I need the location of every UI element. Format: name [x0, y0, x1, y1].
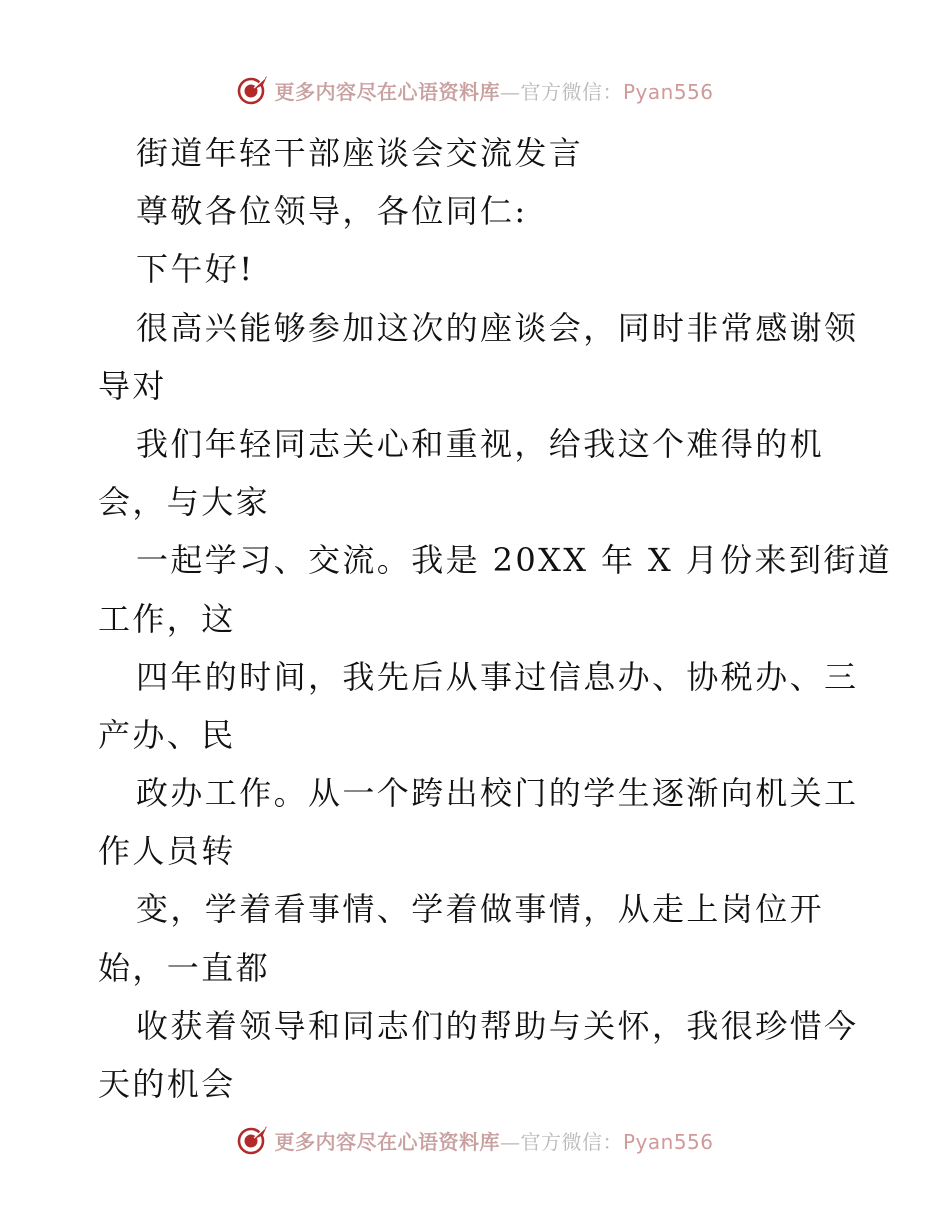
quill-pen-logo-icon	[236, 73, 270, 107]
text-line: 工作，这	[98, 599, 236, 638]
text-line: 作人员转	[98, 832, 236, 871]
document-body	[98, 124, 893, 1113]
text-line: 变，学着看事情、学着做事情，从走上岗位开	[136, 890, 825, 929]
footer-watermark	[0, 1120, 950, 1160]
header-watermark	[0, 70, 950, 110]
text-line: 很高兴能够参加这次的座谈会，同时非常感谢领	[136, 308, 859, 347]
document-title: 街道年轻干部座谈会交流发言	[136, 134, 584, 172]
text-line: 政办工作。从一个跨出校门的学生逐渐向机关工	[136, 774, 859, 813]
text-line: 始，一直都	[98, 948, 271, 987]
text-line: 会，与大家	[98, 483, 271, 522]
watermark-text: 更多内容尽在心语资料库—官方微信：Pyan556	[274, 79, 714, 104]
salutation: 尊敬各位领导，各位同仁:	[136, 192, 528, 231]
text-line: 一起学习、交流。我是 20XX 年 X 月份来到街道	[136, 541, 893, 580]
watermark-text: 更多内容尽在心语资料库—官方微信：Pyan556	[274, 1129, 714, 1154]
text-line: 导对	[98, 366, 167, 405]
greeting: 下午好!	[136, 250, 255, 289]
text-line: 四年的时间，我先后从事过信息办、协税办、三	[136, 657, 859, 696]
text-line: 我们年轻同志关心和重视，给我这个难得的机	[136, 424, 825, 463]
quill-pen-logo-icon	[236, 1123, 270, 1157]
text-line: 天的机会	[98, 1065, 236, 1103]
text-line: 收获着领导和同志们的帮助与关怀，我很珍惜今	[136, 1006, 859, 1045]
text-line: 产办、民	[98, 715, 236, 754]
